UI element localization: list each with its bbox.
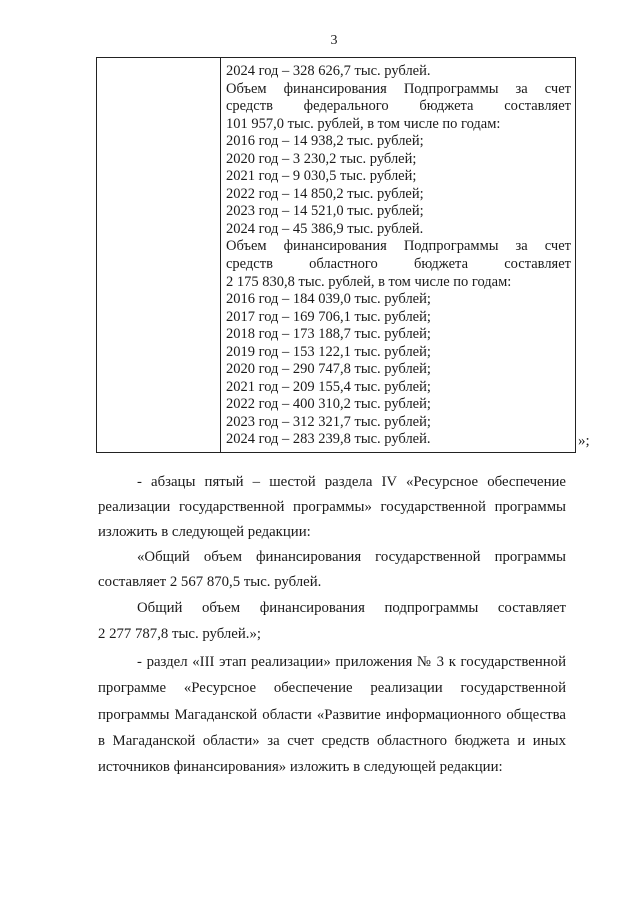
federal-year-line: 2022 год – 14 850,2 тыс. рублей; bbox=[226, 185, 424, 202]
page-number: 3 bbox=[330, 33, 338, 48]
amendment-line: «Общий объем финансирования государственной программы bbox=[137, 549, 566, 565]
federal-intro-line: Объем финансирования Подпрограммы за счет bbox=[226, 80, 571, 97]
amendment-line: - раздел «III этап реализации» приложения № 3 к государственной bbox=[137, 654, 566, 670]
federal-year-line: 2016 год – 14 938,2 тыс. рублей; bbox=[226, 133, 424, 150]
amendment-line: в Магаданской области» за счет средств областного бюджета и иных bbox=[98, 732, 566, 749]
amendment-line: программе «Ресурсное обеспечение реализации государственной bbox=[98, 680, 566, 697]
regional-intro-line: Объем финансирования Подпрограммы за счет bbox=[226, 238, 571, 255]
regional-intro-line: средств областного бюджета составляет bbox=[226, 256, 571, 273]
amendment-line: - абзацы пятый – шестой раздела IV «Ресурсное обеспечение bbox=[137, 474, 566, 490]
table-right-cell bbox=[226, 63, 571, 449]
federal-year-line: 2021 год – 9 030,5 тыс. рублей; bbox=[226, 168, 417, 185]
regional-year-line: 2022 год – 400 310,2 тыс. рублей; bbox=[226, 396, 431, 413]
amendment-paragraph bbox=[98, 470, 566, 545]
amendment-line: реализации государственной программы» государственной программы bbox=[98, 499, 566, 515]
federal-intro-line: средств федерального бюджета составляет bbox=[226, 98, 571, 115]
regional-year-line: 2024 год – 283 239,8 тыс. рублей. bbox=[226, 431, 431, 448]
regional-year-line: 2021 год – 209 155,4 тыс. рублей; bbox=[226, 378, 431, 395]
amendment-paragraph bbox=[98, 596, 566, 647]
amendment-line: 2 277 787,8 тыс. рублей.»; bbox=[98, 625, 262, 642]
amendment-line: Общий объем финансирования подпрограммы составляет bbox=[137, 600, 566, 616]
amendment-line: изложить в следующей редакции: bbox=[98, 524, 311, 540]
regional-year-line: 2019 год – 153 122,1 тыс. рублей; bbox=[226, 343, 431, 360]
regional-intro-line: 2 175 830,8 тыс. рублей, в том числе по годам: bbox=[226, 273, 512, 290]
amendment-line: составляет 2 567 870,5 тыс. рублей. bbox=[98, 574, 322, 590]
regional-year-line: 2018 год – 173 188,7 тыс. рублей; bbox=[226, 326, 431, 343]
carryover-line: 2024 год – 328 626,7 тыс. рублей. bbox=[226, 63, 431, 79]
table-left-cell bbox=[97, 58, 221, 452]
federal-intro-line: 101 957,0 тыс. рублей, в том числе по годам: bbox=[226, 115, 501, 132]
amendment-paragraph bbox=[98, 545, 566, 595]
federal-year-line: 2020 год – 3 230,2 тыс. рублей; bbox=[226, 150, 417, 167]
regional-year-line: 2020 год – 290 747,8 тыс. рублей; bbox=[226, 361, 431, 378]
regional-year-line: 2016 год – 184 039,0 тыс. рублей; bbox=[226, 291, 431, 308]
amendment-paragraph bbox=[98, 649, 566, 780]
federal-year-line: 2023 год – 14 521,0 тыс. рублей; bbox=[226, 203, 424, 220]
regional-year-line: 2023 год – 312 321,7 тыс. рублей; bbox=[226, 413, 431, 430]
table-closing-mark: »; bbox=[578, 433, 590, 449]
federal-year-line: 2024 год – 45 386,9 тыс. рублей. bbox=[226, 220, 424, 237]
amendment-line: программы Магаданской области «Развитие информационного общества bbox=[98, 706, 566, 723]
amendment-line: источников финансирования» изложить в следующей редакции: bbox=[98, 759, 503, 775]
regional-year-line: 2017 год – 169 706,1 тыс. рублей; bbox=[226, 308, 431, 325]
